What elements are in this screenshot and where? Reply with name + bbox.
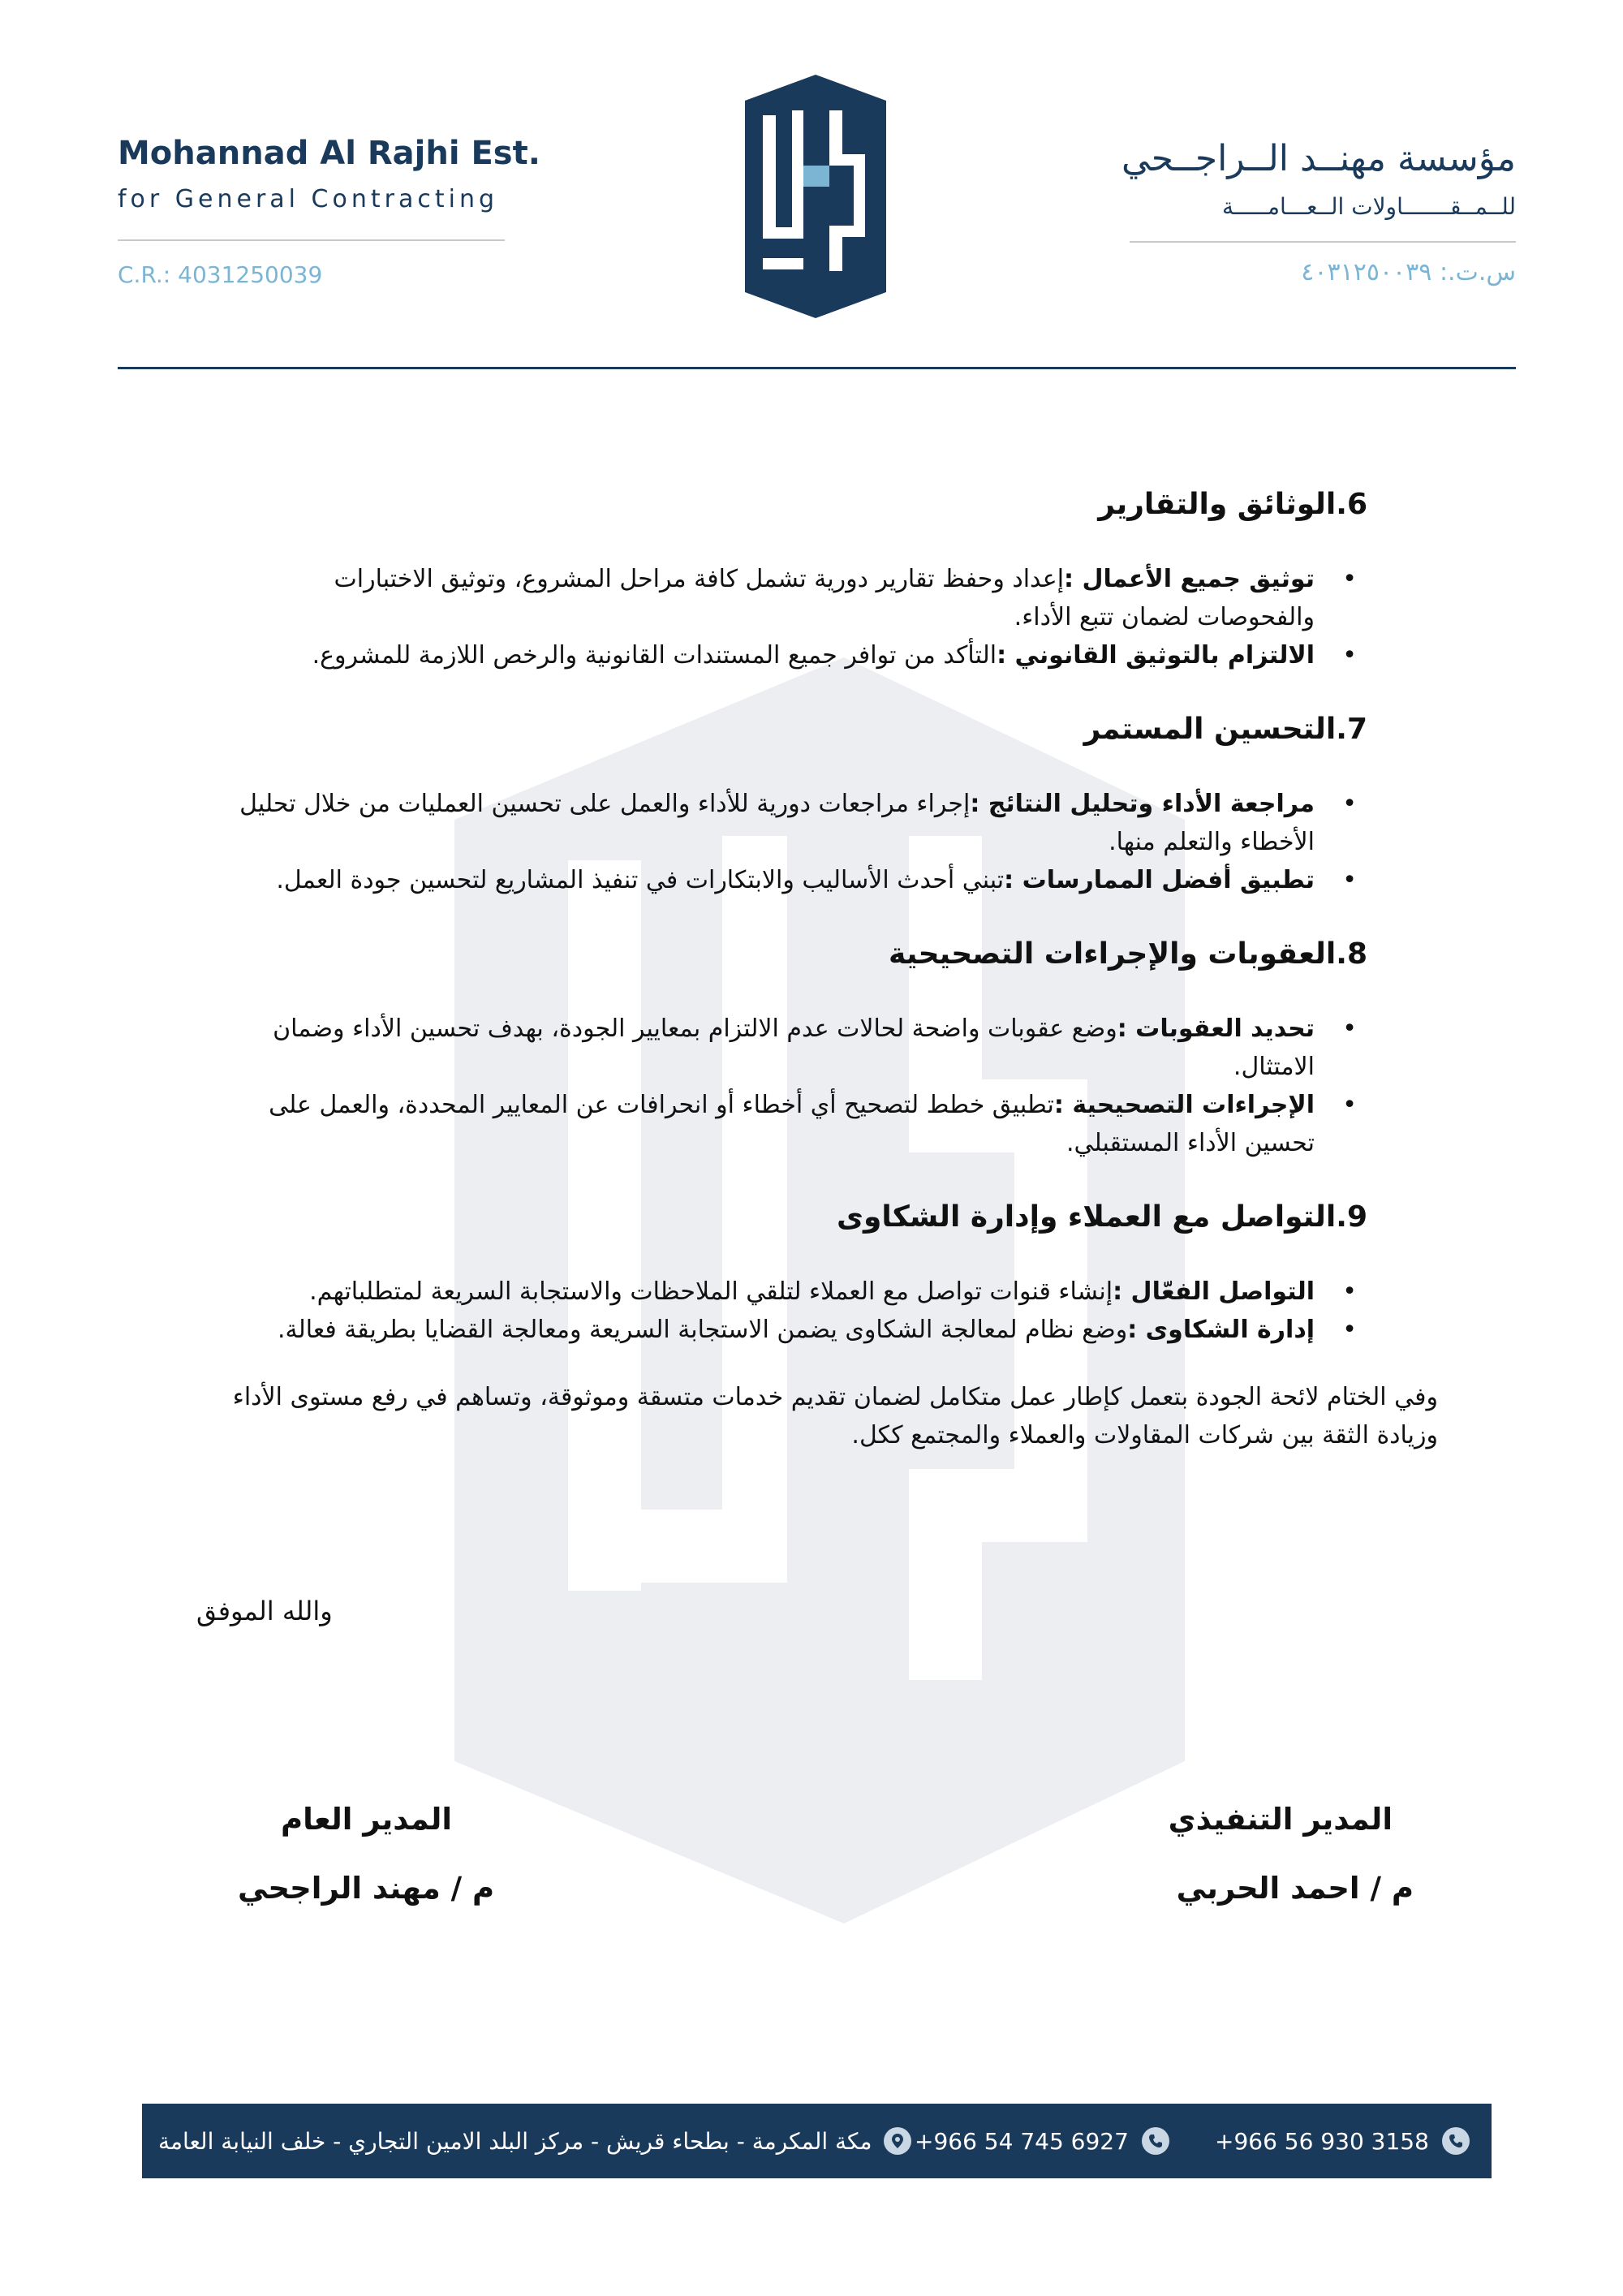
header-divider-right [1130,241,1516,243]
item-text: تطبيق خطط لتصحيح أي أخطاء أو انحرافات عن المعايير المحددة، والعمل على تحسين الأداء المستقبلي. [269,1091,1315,1157]
list-item [239,636,1315,674]
list-item [239,1311,1315,1349]
executive-director-title: المدير التنفيذي [1168,1802,1393,1837]
general-manager-name: م / مهند الراجحي [238,1871,495,1906]
section-number: 7. [1336,713,1367,746]
section-title [191,1191,1367,1243]
header-divider-left [118,239,505,241]
item-label: إدارة الشكاوى : [1127,1316,1315,1344]
phone-number[interactable]: +966 54 745 6927 [915,2127,1129,2155]
header-rule [118,367,1516,369]
company-subtitle-english: for General Contracting [118,185,498,213]
item-label: التواصل الفعّال : [1113,1277,1315,1306]
location-pin-icon [884,2127,911,2155]
item-label: الالتزام بالتوثيق القانوني : [997,641,1315,670]
section-documents-reports [191,479,1440,674]
document-body [191,479,1440,1454]
section-number: 9. [1336,1200,1367,1234]
executive-director-name: م / احمد الحربي [1176,1871,1414,1906]
al-rajhi-logo-icon [745,75,886,318]
section-title-text: العقوبات والإجراءات التصحيحية [889,937,1337,971]
section-continuous-improvement [191,704,1440,899]
footer-phone-1[interactable] [1215,2104,1483,2178]
company-subtitle-arabic: للــمــقـــــــاولات الــعـــامـــــة [1221,193,1516,220]
item-text: إعداد وحفظ تقارير دورية تشمل كافة مراحل المشروع، وتوثيق الاختبارات والفحوصات لضمان تتبع الأداء. [334,565,1315,631]
closing-phrase: والله الموفق [196,1596,333,1626]
section-customer-communication [191,1191,1440,1349]
list-item [239,560,1315,636]
contact-footer [142,2104,1492,2178]
section-penalties-corrective-actions [191,928,1440,1162]
item-label: توثيق جميع الأعمال : [1064,565,1315,593]
commercial-registration-english: C.R.: 4031250039 [118,261,323,288]
section-number: 6. [1336,488,1367,521]
item-label: مراجعة الأداء وتحليل النتائج : [970,790,1315,818]
item-text: إنشاء قنوات تواصل مع العملاء لتلقي الملاحظات والاستجابة السريعة لمتطلباتهم. [309,1277,1113,1306]
section-number: 8. [1336,937,1367,971]
company-name-arabic: مؤسسة مهنــد الــراجــحي [1121,138,1516,179]
item-label: تحديد العقوبات : [1117,1014,1315,1043]
address-text: مكة المكرمة - بطحاء قريش - مركز البلد الامين التجاري - خلف النيابة العامة [158,2127,872,2155]
item-text: وضع عقوبات واضحة لحالات عدم الالتزام بمعايير الجودة، بهدف تحسين الأداء وضمان الامتثال. [273,1014,1315,1081]
item-text: التأكد من توافر جميع المستندات القانونية والرخص اللازمة للمشروع. [312,641,997,670]
closing-paragraph: وفي الختام لائحة الجودة بتعمل كإطار عمل متكامل لضمان تقديم خدمات متسقة وموثوقة، وتساهم في رفع مستوى الأداء وزيادة الثقة بين شركات المقاولات والعملاء والمجتمع ككل. [232,1383,1438,1450]
section-title-text: التحسين المستمر [1083,713,1337,746]
footer-phone-2[interactable] [915,2104,1182,2178]
item-text: إجراء مراجعات دورية للأداء والعمل على تحسين العمليات من خلال تحليل الأخطاء والتعلم منها. [239,790,1315,856]
section-title-text: التواصل مع العملاء وإدارة الشكاوى [836,1200,1337,1234]
phone-number[interactable]: +966 56 930 3158 [1215,2127,1429,2155]
footer-address [158,2104,911,2178]
list-item [239,1086,1315,1162]
list-item [239,785,1315,861]
list-item [239,861,1315,899]
section-title [191,704,1367,756]
list-item [239,1010,1315,1086]
company-name-english: Mohannad Al Rajhi Est. [118,135,540,172]
item-text: تبني أحدث الأساليب والابتكارات في تنفيذ المشاريع لتحسين جودة العمل. [276,866,1005,894]
commercial-registration-arabic: س.ت.: ٤٠٣١٢٥٠٠٣٩ [1301,258,1516,286]
section-title [191,479,1367,531]
general-manager-title: المدير العام [281,1802,453,1837]
item-label: تطبيق أفضل الممارسات : [1004,866,1315,894]
list-item [239,1273,1315,1311]
phone-icon [1142,2127,1169,2155]
section-title-text: الوثائق والتقارير [1098,488,1337,521]
item-text: وضع نظام لمعالجة الشكاوى يضمن الاستجابة السريعة ومعالجة القضايا بطريقة فعالة. [277,1316,1128,1344]
section-title [191,928,1367,980]
phone-icon [1442,2127,1470,2155]
item-label: الإجراءات التصحيحية : [1053,1091,1315,1119]
